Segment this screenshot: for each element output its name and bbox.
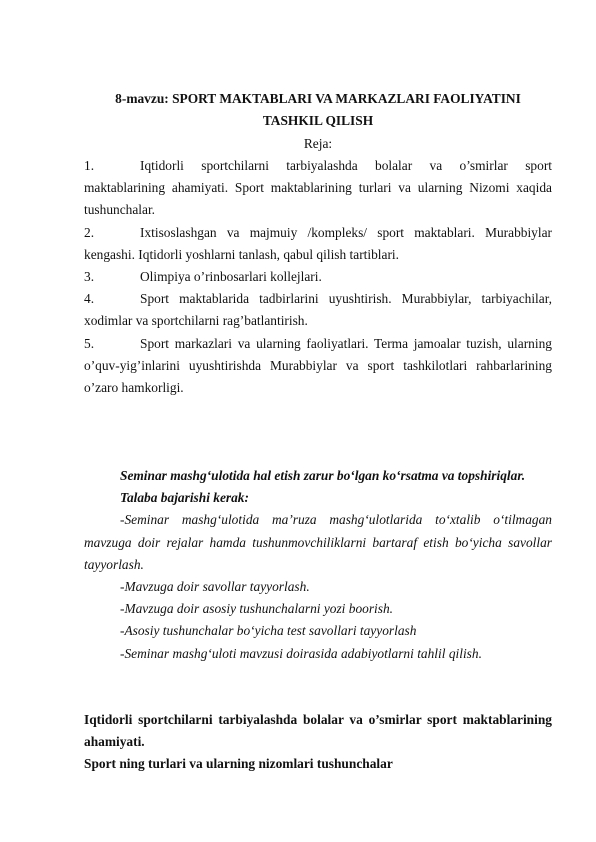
plan-item-number: 5. bbox=[84, 335, 95, 351]
plan-item-number: 3. bbox=[84, 269, 95, 285]
seminar-heading: Seminar mashg‘ulotida hal etish zarur bo‘lgan ko‘rsatma va topshiriqlar. bbox=[120, 468, 526, 483]
plan-item-text: Sport maktablarida tadbirlarini uyushtirish. Murabbiylar, tarbiyachilar, xodimlar va sportchilarni rag’batlantirish. bbox=[84, 291, 552, 329]
plan-item-number: 4. bbox=[84, 291, 95, 307]
plan-item-number: 2. bbox=[84, 224, 95, 240]
plan-item-text: Sport markazlari va ularning faoliyatlari. Terma jamoalar tuzish, ularning o’quv-yig’inlarini uyushtirishda Murabbiylar va sport tashkilotlari rahbarlarining o’zaro hamkorligi. bbox=[84, 335, 552, 396]
seminar-task: -Seminar mashg‘ulotida ma’ruza mashg‘ulotlarida to‘xtalib o‘tilmagan mavzuga doir rejalar hamda tushunmovchiliklarni bartaraf etish bo‘yicha savollar tayyorlash. bbox=[84, 512, 552, 572]
section-heading: Iqtidorli sportchilarni tarbiyalashda bolalar va o’smirlar sport maktablarining ahamiyati. bbox=[84, 712, 552, 750]
plan-item-text: Iqtidorli sportchilarni tarbiyalashda bolalar va o’smirlar sport maktablarining ahamiyati. Sport maktablarining turlari va ularning Nizomi xaqida tushunchalar. bbox=[84, 158, 552, 218]
seminar-task: -Seminar mashg‘uloti mavzusi doirasida adabiyotlarni tahlil qilish. bbox=[120, 645, 482, 661]
plan-item bbox=[84, 288, 552, 332]
plan-item-text: Olimpiya o’rinbosarlari kollejlari. bbox=[140, 269, 322, 285]
plan-item bbox=[84, 266, 552, 288]
seminar-section bbox=[84, 465, 552, 665]
seminar-task-label: Talaba bajarishi kerak: bbox=[120, 490, 249, 506]
plan-item bbox=[84, 333, 552, 400]
seminar-task: -Mavzuga doir savollar tayyorlash. bbox=[120, 579, 310, 595]
section-heading: Sport ning turlari va ularning nizomlari tushunchalar bbox=[84, 756, 393, 772]
plan-item-text: Ixtisoslashgan va majmuiy /kompleks/ sport maktablari. Murabbiylar kengashi. Iqtidorli yoshlarni tanlash, qabul qilish tartiblari. bbox=[84, 224, 552, 262]
plan-item bbox=[84, 155, 552, 222]
page-title: 8-mavzu: SPORT MAKTABLARI VA MARKAZLARI FAOLIYATINI TASHKIL QILISH bbox=[115, 91, 521, 128]
plan-item-number: 1. bbox=[84, 158, 95, 173]
seminar-task: -Asosiy tushunchalar bo‘yicha test savollari tayyorlash bbox=[120, 623, 417, 639]
seminar-task: -Mavzuga doir asosiy tushunchalarni yozi boorish. bbox=[120, 601, 394, 617]
section-headings bbox=[84, 709, 552, 776]
plan-label: Reja: bbox=[303, 136, 333, 151]
plan-item bbox=[84, 222, 552, 266]
plan-list bbox=[84, 155, 552, 399]
